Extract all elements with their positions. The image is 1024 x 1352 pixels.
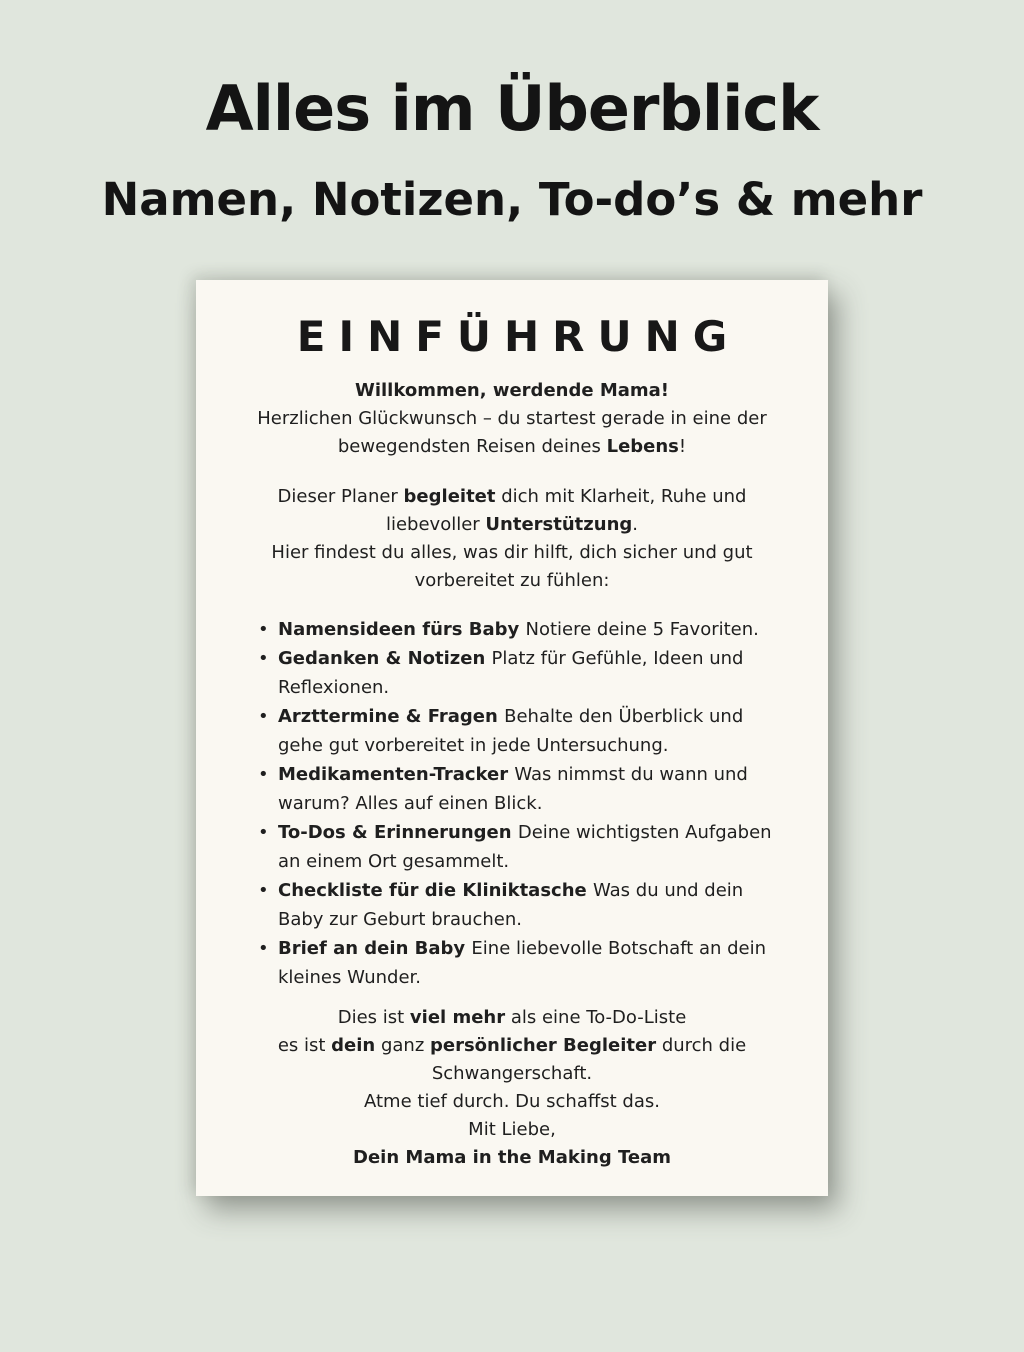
text-line: Willkommen, werdende Mama! <box>354 380 669 401</box>
list-item: • Namensideen fürs Baby Notiere deine 5 Favoriten. <box>258 615 792 644</box>
text-line: Hier findest du alles, was dir hilft, dich sicher und gut <box>271 542 753 563</box>
text-line: bewegendsten Reisen deines Lebens! <box>337 436 687 457</box>
feature-list <box>232 615 792 992</box>
list-item: • To-Dos & Erinnerungen Deine wichtigsten Aufgaben an einem Ort gesammelt. <box>258 818 792 876</box>
text-line: Schwangerschaft. <box>431 1063 593 1084</box>
text-line: Dies ist viel mehr als eine To-Do-Liste <box>337 1007 687 1028</box>
text-line: Herzlichen Glückwunsch – du startest gerade in eine der <box>257 408 767 429</box>
list-item: • Medikamenten-Tracker Was nimmst du wann und warum? Alles auf einen Blick. <box>258 760 792 818</box>
text-line: Dein Mama in the Making Team <box>353 1147 671 1168</box>
list-item: • Arzttermine & Fragen Behalte den Überblick und gehe gut vorbereitet in jede Untersuchung. <box>258 702 792 760</box>
page-title: Alles im Überblick <box>205 72 819 145</box>
text-line: Mit Liebe, <box>468 1119 556 1140</box>
text-line: Dieser Planer begleitet dich mit Klarheit, Ruhe und <box>277 486 747 507</box>
intro-planner-paragraph <box>232 483 792 595</box>
document-title: EINFÜHRUNG <box>296 312 741 361</box>
text-line: vorbereitet zu fühlen: <box>414 570 610 591</box>
text-line: es ist dein ganz persönlicher Begleiter durch die <box>277 1035 747 1056</box>
list-item: • Gedanken & Notizen Platz für Gefühle, Ideen und Reflexionen. <box>258 644 792 702</box>
planner-page-sheet <box>196 280 828 1196</box>
intro-welcome-paragraph <box>232 377 792 461</box>
page-subtitle: Namen, Notizen, To-do’s & mehr <box>101 173 923 226</box>
text-line: liebevoller Unterstützung. <box>385 514 639 535</box>
outro-paragraph <box>232 1004 792 1172</box>
text-line: Atme tief durch. Du schaffst das. <box>364 1091 660 1112</box>
list-item: • Brief an dein Baby Eine liebevolle Botschaft an dein kleines Wunder. <box>258 934 792 992</box>
hero-section <box>0 72 1024 226</box>
list-item: • Checkliste für die Kliniktasche Was du und dein Baby zur Geburt brauchen. <box>258 876 792 934</box>
document-body <box>232 377 792 1172</box>
